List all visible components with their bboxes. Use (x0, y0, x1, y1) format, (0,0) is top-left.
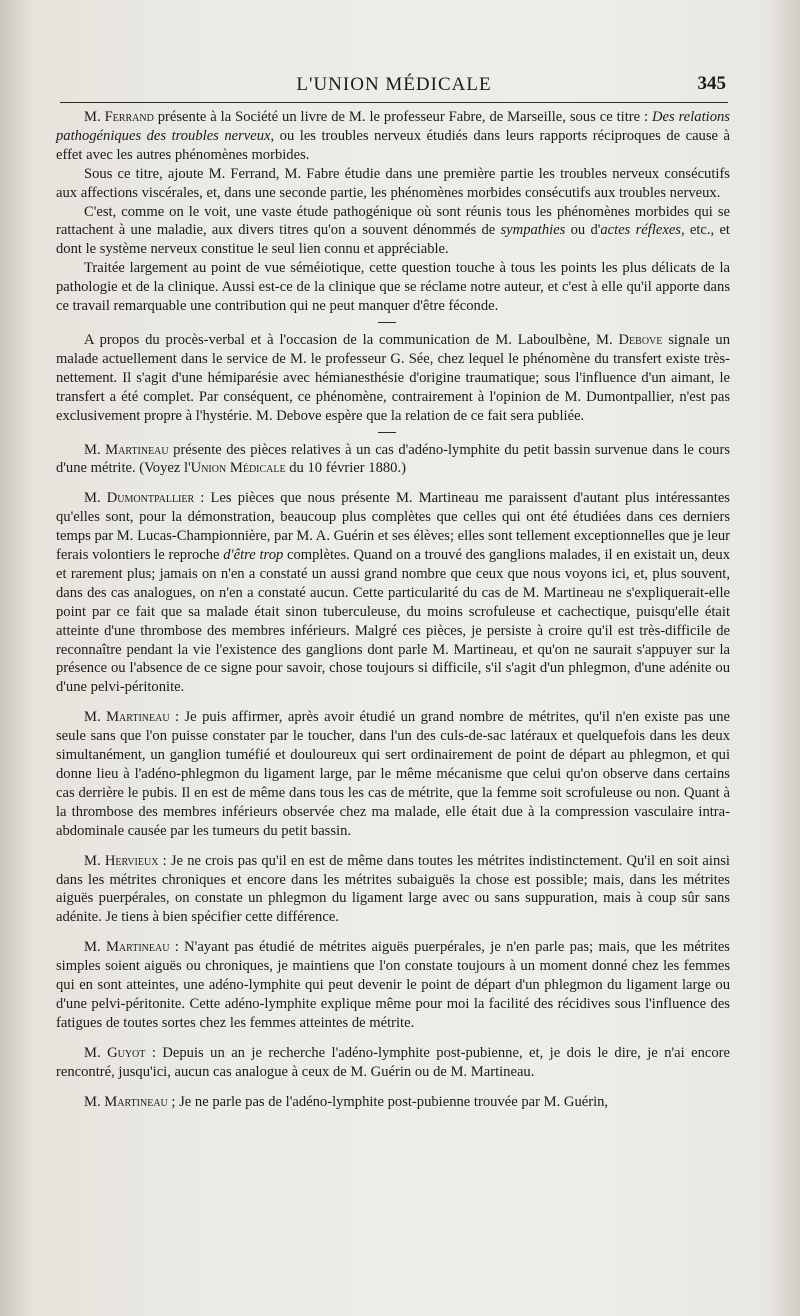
text-run: : Depuis un an je recherche l'adéno-lymphite post-pubienne, et, je dois le dire, je n'ai encore rencontré, jusqu'ici, aucun cas analogue à ceux de M. Guérin ou de M. Martineau. (56, 1044, 730, 1080)
speaker-name: Guyot (107, 1044, 146, 1061)
text-run: M. (84, 1044, 108, 1061)
text-run: Traitée largement au point de vue séméiotique, cette question touche à tous les points les plus délicats de la pathologie et de la clinique. Aussi est-ce de la clinique que se réclame notre auteur, et c'est à elle qu'il apporte dans ce travail remarquable une contribution qui ne peut manquer d'être féconde. (56, 260, 730, 315)
text-run: M. (84, 852, 105, 869)
text-run: M. (84, 939, 106, 956)
text-run: : Les pièces que nous présente M. Martineau me paraissent d'autant plus intéressantes qu'elles sont, pour la démonstration, beaucoup plus complètes que celles qui ont été étudiées dans ces derniers temps par M. Lucas-Championnière, par M. A. Guérin et ses élèves; elles sont tellement exceptionnelles que je leur ferais volontiers le reproche (56, 490, 730, 564)
speaker-name: Martineau (106, 709, 170, 726)
text-run: ou d' (565, 222, 601, 239)
text-run: M. (84, 441, 106, 458)
text-run: M. (84, 1093, 105, 1110)
text-run: : N'ayant pas étudié de métrites aiguës puerpérales, je n'en parle pas; mais, que les métrites simples soient aiguës ou chroniques, je maintiens que l'on constate toujours à un moment donné chez les femmes qui en sont atteintes, une adéno-lymphite qui peut devenir le point de départ d'un phlegmon du ligament large ou d'une pelvi-péritonite. Cette adéno-lymphite explique même pour moi la facilité des récidives sous l'influence des fatigues de toutes sortes chez les femmes atteintes de métrite. (56, 939, 730, 1031)
text-run: : Je puis affirmer, après avoir étudié un grand nombre de métrites, qu'il n'en existe pas une seule sans que l'on puisse constater par le toucher, dans l'un des culs-de-sac latéraux et quelquefois dans les deux simultanément, un ganglion tuméfié et douloureux qui sert ordinairement de point de départ au phlegmon, et qui donne lieu à l'adéno-phlegmon du ligament large, par le même mécanisme que celui qu'on observe dans certains cas derrière le pubis. Il en est de même dans tous les cas de métrite, que la femme soit scrofuleuse ou non. Quant à la thrombose des membres inférieurs observée chez ma malade, elle était due à la compression vasculaire intra-abdominale causée par les tumeurs du petit bassin. (56, 709, 730, 839)
paragraph-p8 (56, 708, 730, 840)
text-run: complètes. Quand on a trouvé des ganglions malades, il en existait un, deux et rarement plus; jamais on n'en a constaté un aussi grand nombre que ceux que nous voyons ici, et, plus souvent, dans des cas analogues, on n'en a constaté aucun. Cette particularité du cas de M. Martineau ne s'expliquerait-elle point par ce fait que sa malade était sinon tuberculeuse, du moins scrofuleuse et cachectique, puisqu'elle était atteinte d'une thrombose des membres inférieurs. Malgré ces pièces, je persiste à croire qu'il est très-difficile de reconnaître pendant la vie l'existence des ganglions dont parle M. Martineau, et qu'on ne saurait s'appuyer sur la présence ou l'absence de ce signe pour savoir, chose toujours si difficile, s'il s'agit d'un phlegmon, d'une adénite ou d'une pelvi-péritonite. (56, 547, 730, 696)
text-run: etc., et dont le système nerveux constitue le seul lien connu et appréciable. (56, 222, 730, 258)
text-run: : Je ne crois pas qu'il en est de même dans toutes les métrites indistinctement. Qu'il en soit ainsi dans les métrites chroniques et encore dans les métrites subaiguës la chose est possible; mais, dans les métrites aiguës puerpérales, on constate un phlegmon du ligament large avec ou sans suppuration, mais à coup sûr sans adénite. Je tiens à bien spécifier cette différence. (56, 852, 730, 926)
text-run: présente à la Société un livre de M. le professeur Fabre, de Marseille, sous ce titre : (153, 109, 653, 125)
speaker-name: Union Médicale (190, 460, 286, 477)
paragraph-p11 (56, 1044, 730, 1082)
text-run: M. (84, 109, 105, 125)
text-run: C'est, comme on le voit, une vaste étude pathogénique où sont réunis tous les phénomènes morbides qui se rattachent à une maladie, aux divers titres qu'on a souvent dénommés de (56, 203, 730, 239)
text-run: signale un malade actuellement dans le service de M. le professeur G. Sée, chez lequel le phénomène du transfert existe très-nettement. Il s'agit d'une hémiparésie avec hémianesthésie d'origine traumatique; sous l'influence d'un aimant, le transfert a été complet. Par conséquent, ce phénomène, contrairement à l'opinion de M. Dumontpallier, n'est pas exclusivement propre à l'hystérie. M. Debove espère que la relation de ce fait sera publiée. (56, 331, 730, 424)
speaker-name: Debove (618, 331, 663, 348)
text-run: ; Je ne parle pas de l'adéno-lymphite post-pubienne trouvée par M. Guérin, (167, 1093, 609, 1110)
paragraph-p7 (56, 489, 730, 697)
text-run: présente des pièces relatives à un cas d'adéno-lymphite du petit bassin survenue dans le cours d'une métrite. (Voyez l' (56, 441, 730, 477)
paragraph-p2 (56, 165, 730, 203)
italic-text: sympathies (500, 222, 566, 239)
speaker-name: Martineau (105, 939, 170, 956)
page-header (60, 66, 728, 103)
speaker-name: Martineau (104, 1093, 168, 1110)
speaker-name: Ferrand (104, 109, 154, 125)
paragraph-p5 (56, 331, 730, 426)
section-separator (56, 426, 730, 441)
text-run: A propos du procès-verbal et à l'occasion de la communication de M. Laboulbène, M. (84, 331, 619, 348)
italic-text: actes réflexes, (600, 222, 685, 239)
paragraph-p3 (56, 203, 730, 260)
paragraph-p1 (56, 108, 730, 165)
article-body (56, 108, 730, 1112)
running-title: L'UNION MÉDICALE (296, 74, 492, 95)
section-separator (56, 316, 730, 331)
page-number: 345 (697, 73, 726, 94)
paragraph-p4 (56, 259, 730, 316)
italic-text: Des relations pathogéniques des troubles nerveux, (56, 109, 730, 144)
speaker-name: Martineau (105, 441, 169, 458)
text-run: du 10 février 1880.) (285, 460, 406, 477)
speaker-name: Dumontpallier (106, 490, 195, 507)
text-run: M. (84, 709, 107, 726)
speaker-name: Hervieux (104, 852, 159, 869)
paragraph-p10 (56, 938, 730, 1033)
text-run: ou les troubles nerveux étudiés dans leurs rapports réciproques de cause à effet avec les autres phénomènes morbides. (56, 127, 730, 163)
paragraph-p6 (56, 441, 730, 479)
text-run: Sous ce titre, ajoute M. Ferrand, M. Fabre étudie dans une première partie les troubles nerveux consécutifs aux affections viscérales, et, dans une seconde partie, les phénomènes morbides consécutifs aux troubles nerveux. (56, 165, 730, 201)
text-run: M. (84, 490, 107, 507)
paragraph-p12 (56, 1093, 730, 1112)
italic-text: d'être trop (223, 547, 284, 564)
paragraph-p9 (56, 852, 730, 928)
